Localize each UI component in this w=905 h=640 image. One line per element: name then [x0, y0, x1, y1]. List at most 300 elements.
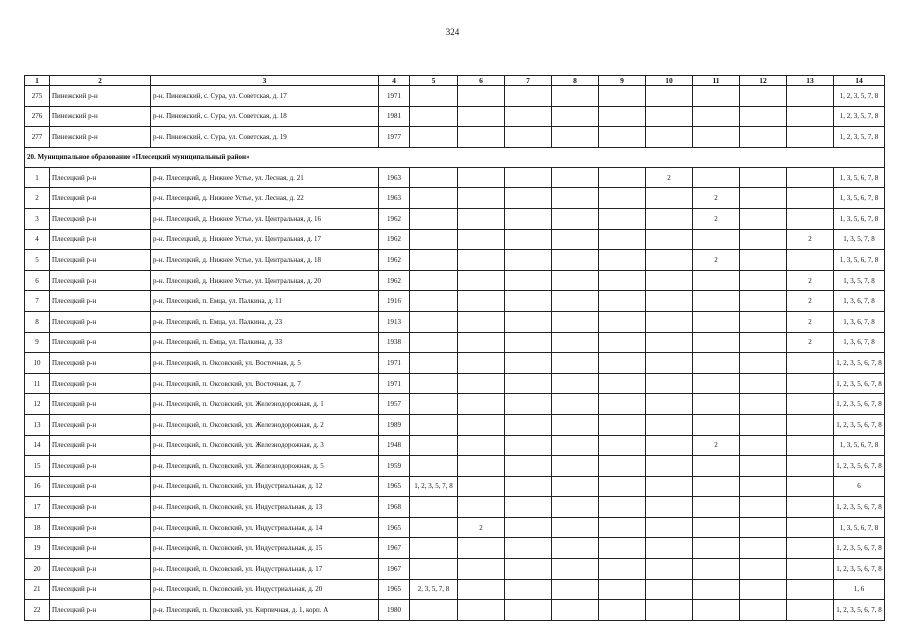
address-cell: р-н. Пинежский, с. Сура, ул. Советская, д. 17 — [151, 86, 379, 107]
col9-cell — [599, 291, 646, 312]
col7-cell — [505, 167, 552, 188]
column-header-13: 13 — [787, 76, 834, 86]
col5-cell — [410, 559, 458, 580]
col9-cell — [599, 332, 646, 353]
col5-cell — [410, 229, 458, 250]
col12-cell — [740, 208, 787, 229]
col11-cell — [693, 229, 740, 250]
table-header — [25, 76, 885, 86]
district-cell: Плесецкий р-н — [50, 579, 151, 600]
address-cell: р-н. Плесецкий, п. Оксовский, ул. Железнодорожная, д. 3 — [151, 435, 379, 456]
col13-cell — [787, 86, 834, 107]
col8-cell — [552, 456, 599, 477]
col13-cell — [787, 579, 834, 600]
col14-cell: 1, 2, 3, 5, 6, 7, 8 — [834, 456, 885, 477]
table-row — [25, 167, 885, 188]
col14-cell: 1, 3, 5, 6, 7, 8 — [834, 208, 885, 229]
col5-cell — [410, 86, 458, 107]
col9-cell — [599, 435, 646, 456]
col9-cell — [599, 229, 646, 250]
table-row — [25, 456, 885, 477]
column-header-10: 10 — [646, 76, 693, 86]
address-cell: р-н. Плесецкий, д. Нижнее Устье, ул. Центральная, д. 18 — [151, 250, 379, 271]
row-number: 9 — [25, 332, 50, 353]
col12-cell — [740, 291, 787, 312]
col7-cell — [505, 208, 552, 229]
col7-cell — [505, 229, 552, 250]
col7-cell — [505, 559, 552, 580]
col12-cell — [740, 167, 787, 188]
col13-cell — [787, 435, 834, 456]
col10-cell — [646, 188, 693, 209]
col13-cell — [787, 600, 834, 621]
district-cell: Плесецкий р-н — [50, 497, 151, 518]
col11-cell — [693, 167, 740, 188]
col8-cell — [552, 579, 599, 600]
col8-cell — [552, 311, 599, 332]
address-cell: р-н. Плесецкий, п. Оксовский, ул. Железнодорожная, д. 2 — [151, 414, 379, 435]
col7-cell — [505, 435, 552, 456]
table-row — [25, 497, 885, 518]
address-cell: р-н. Плесецкий, д. Нижнее Устье, ул. Центральная, д. 17 — [151, 229, 379, 250]
col6-cell — [458, 291, 505, 312]
col12-cell — [740, 600, 787, 621]
col11-cell — [693, 270, 740, 291]
col13-cell — [787, 250, 834, 271]
col9-cell — [599, 188, 646, 209]
address-cell: р-н. Плесецкий, д. Нижнее Устье, ул. Центральная, д. 20 — [151, 270, 379, 291]
section-title: 20. Муниципальное образование «Плесецкий муниципальный район» — [25, 147, 885, 167]
district-cell: Пинежский р-н — [50, 127, 151, 148]
table-row — [25, 311, 885, 332]
col8-cell — [552, 559, 599, 580]
col9-cell — [599, 86, 646, 107]
district-cell: Плесецкий р-н — [50, 538, 151, 559]
col5-cell: 2, 3, 5, 7, 8 — [410, 579, 458, 600]
address-cell: р-н. Плесецкий, п. Оксовский, ул. Индустриальная, д. 13 — [151, 497, 379, 518]
col12-cell — [740, 311, 787, 332]
row-number: 17 — [25, 497, 50, 518]
col13-cell — [787, 476, 834, 497]
col10-cell — [646, 311, 693, 332]
table-row — [25, 353, 885, 374]
row-number: 11 — [25, 373, 50, 394]
housing-registry-table — [24, 75, 885, 621]
table-row — [25, 435, 885, 456]
col13-cell — [787, 208, 834, 229]
col14-cell: 1, 3, 5, 6, 7, 8 — [834, 517, 885, 538]
district-cell: Плесецкий р-н — [50, 208, 151, 229]
col7-cell — [505, 538, 552, 559]
col5-cell — [410, 270, 458, 291]
col5-cell — [410, 353, 458, 374]
col12-cell — [740, 188, 787, 209]
district-cell: Плесецкий р-н — [50, 353, 151, 374]
table-row — [25, 106, 885, 127]
col6-cell — [458, 600, 505, 621]
col14-cell: 1, 3, 6, 7, 8 — [834, 291, 885, 312]
col11-cell — [693, 291, 740, 312]
col13-cell — [787, 456, 834, 477]
col14-cell: 1, 3, 6, 7, 8 — [834, 311, 885, 332]
column-header-3: 3 — [151, 76, 379, 86]
col6-cell — [458, 394, 505, 415]
col10-cell — [646, 559, 693, 580]
col9-cell — [599, 373, 646, 394]
col6-cell — [458, 476, 505, 497]
col7-cell — [505, 127, 552, 148]
col7-cell — [505, 517, 552, 538]
row-number: 20 — [25, 559, 50, 580]
col9-cell — [599, 208, 646, 229]
col5-cell — [410, 414, 458, 435]
year-cell: 1963 — [379, 188, 410, 209]
col12-cell — [740, 497, 787, 518]
address-cell: р-н. Плесецкий, п. Оксовский, ул. Восточная, д. 7 — [151, 373, 379, 394]
col12-cell — [740, 394, 787, 415]
col7-cell — [505, 188, 552, 209]
col12-cell — [740, 332, 787, 353]
district-cell: Пинежский р-н — [50, 86, 151, 107]
col11-cell — [693, 311, 740, 332]
col12-cell — [740, 435, 787, 456]
col14-cell: 6 — [834, 476, 885, 497]
col8-cell — [552, 250, 599, 271]
district-cell: Плесецкий р-н — [50, 559, 151, 580]
year-cell: 1980 — [379, 600, 410, 621]
district-cell: Плесецкий р-н — [50, 291, 151, 312]
col8-cell — [552, 517, 599, 538]
col9-cell — [599, 311, 646, 332]
col7-cell — [505, 497, 552, 518]
col10-cell — [646, 86, 693, 107]
column-header-8: 8 — [552, 76, 599, 86]
district-cell: Плесецкий р-н — [50, 414, 151, 435]
col9-cell — [599, 600, 646, 621]
row-number: 1 — [25, 167, 50, 188]
col13-cell — [787, 497, 834, 518]
col7-cell — [505, 270, 552, 291]
district-cell: Плесецкий р-н — [50, 188, 151, 209]
col13-cell: 2 — [787, 332, 834, 353]
col13-cell — [787, 414, 834, 435]
col14-cell: 1, 2, 3, 5, 6, 7, 8 — [834, 373, 885, 394]
col9-cell — [599, 579, 646, 600]
col6-cell: 2 — [458, 517, 505, 538]
col10-cell — [646, 291, 693, 312]
col6-cell — [458, 538, 505, 559]
col6-cell — [458, 435, 505, 456]
col6-cell — [458, 559, 505, 580]
col10-cell — [646, 394, 693, 415]
col9-cell — [599, 476, 646, 497]
col11-cell: 2 — [693, 435, 740, 456]
col5-cell — [410, 188, 458, 209]
col13-cell: 2 — [787, 229, 834, 250]
col14-cell: 1, 3, 5, 7, 8 — [834, 270, 885, 291]
address-cell: р-н. Плесецкий, п. Оксовский, ул. Восточная, д. 5 — [151, 353, 379, 374]
col6-cell — [458, 353, 505, 374]
col14-cell: 1, 2, 3, 5, 7, 8 — [834, 106, 885, 127]
year-cell: 1962 — [379, 208, 410, 229]
column-header-6: 6 — [458, 76, 505, 86]
year-cell: 1971 — [379, 353, 410, 374]
col10-cell — [646, 208, 693, 229]
col10-cell — [646, 106, 693, 127]
row-number: 15 — [25, 456, 50, 477]
col7-cell — [505, 476, 552, 497]
col8-cell — [552, 353, 599, 374]
col6-cell — [458, 579, 505, 600]
col13-cell — [787, 538, 834, 559]
district-cell: Плесецкий р-н — [50, 394, 151, 415]
table-row — [25, 208, 885, 229]
col8-cell — [552, 167, 599, 188]
year-cell: 1962 — [379, 250, 410, 271]
col5-cell — [410, 311, 458, 332]
year-cell: 1959 — [379, 456, 410, 477]
col5-cell — [410, 435, 458, 456]
col14-cell: 1, 2, 3, 5, 6, 7, 8 — [834, 600, 885, 621]
col7-cell — [505, 250, 552, 271]
col10-cell — [646, 270, 693, 291]
col9-cell — [599, 538, 646, 559]
col5-cell — [410, 517, 458, 538]
row-number: 2 — [25, 188, 50, 209]
col8-cell — [552, 497, 599, 518]
district-cell: Плесецкий р-н — [50, 229, 151, 250]
table-row — [25, 600, 885, 621]
col7-cell — [505, 332, 552, 353]
address-cell: р-н. Плесецкий, п. Оксовский, ул. Индустриальная, д. 20 — [151, 579, 379, 600]
col9-cell — [599, 353, 646, 374]
col11-cell: 2 — [693, 188, 740, 209]
col6-cell — [458, 106, 505, 127]
col5-cell: 1, 2, 3, 5, 7, 8 — [410, 476, 458, 497]
col7-cell — [505, 106, 552, 127]
table-row — [25, 332, 885, 353]
col5-cell — [410, 373, 458, 394]
col13-cell — [787, 373, 834, 394]
col8-cell — [552, 106, 599, 127]
col6-cell — [458, 167, 505, 188]
year-cell: 1965 — [379, 579, 410, 600]
district-cell: Плесецкий р-н — [50, 373, 151, 394]
col5-cell — [410, 127, 458, 148]
col8-cell — [552, 188, 599, 209]
address-cell: р-н. Плесецкий, п. Емца, ул. Палкина, д. 23 — [151, 311, 379, 332]
address-cell: р-н. Плесецкий, д. Нижнее Устье, ул. Лесная, д. 22 — [151, 188, 379, 209]
address-cell: р-н. Плесецкий, п. Оксовский, ул. Кирпичная, д. 1, корп. А — [151, 600, 379, 621]
col14-cell: 1, 2, 3, 5, 7, 8 — [834, 127, 885, 148]
column-header-5: 5 — [410, 76, 458, 86]
col12-cell — [740, 127, 787, 148]
col9-cell — [599, 270, 646, 291]
col9-cell — [599, 106, 646, 127]
col8-cell — [552, 373, 599, 394]
table-row — [25, 394, 885, 415]
table-row — [25, 538, 885, 559]
address-cell: р-н. Пинежский, с. Сура, ул. Советская, д. 19 — [151, 127, 379, 148]
col13-cell: 2 — [787, 291, 834, 312]
col10-cell: 2 — [646, 167, 693, 188]
year-cell: 1971 — [379, 86, 410, 107]
col8-cell — [552, 229, 599, 250]
col8-cell — [552, 208, 599, 229]
col11-cell — [693, 353, 740, 374]
row-number: 22 — [25, 600, 50, 621]
column-header-11: 11 — [693, 76, 740, 86]
col13-cell — [787, 188, 834, 209]
table-row — [25, 414, 885, 435]
col6-cell — [458, 208, 505, 229]
column-header-14: 14 — [834, 76, 885, 86]
row-number: 8 — [25, 311, 50, 332]
district-cell: Плесецкий р-н — [50, 456, 151, 477]
col9-cell — [599, 167, 646, 188]
col9-cell — [599, 394, 646, 415]
table-row — [25, 127, 885, 148]
year-cell: 1916 — [379, 291, 410, 312]
col5-cell — [410, 291, 458, 312]
col5-cell — [410, 332, 458, 353]
col11-cell: 2 — [693, 250, 740, 271]
col8-cell — [552, 414, 599, 435]
col9-cell — [599, 497, 646, 518]
table-row — [25, 559, 885, 580]
col10-cell — [646, 414, 693, 435]
col14-cell: 1, 2, 3, 5, 6, 7, 8 — [834, 394, 885, 415]
col14-cell: 1, 3, 5, 7, 8 — [834, 229, 885, 250]
column-header-2: 2 — [50, 76, 151, 86]
col10-cell — [646, 579, 693, 600]
col6-cell — [458, 229, 505, 250]
col11-cell — [693, 394, 740, 415]
col13-cell — [787, 559, 834, 580]
table-row — [25, 291, 885, 312]
col9-cell — [599, 250, 646, 271]
col12-cell — [740, 517, 787, 538]
col10-cell — [646, 229, 693, 250]
table-row — [25, 229, 885, 250]
col12-cell — [740, 353, 787, 374]
col12-cell — [740, 229, 787, 250]
row-number: 21 — [25, 579, 50, 600]
col10-cell — [646, 456, 693, 477]
row-number: 16 — [25, 476, 50, 497]
col13-cell — [787, 517, 834, 538]
row-number: 275 — [25, 86, 50, 107]
col11-cell — [693, 106, 740, 127]
col9-cell — [599, 456, 646, 477]
address-cell: р-н. Плесецкий, д. Нижнее Устье, ул. Лесная, д. 21 — [151, 167, 379, 188]
year-cell: 1977 — [379, 127, 410, 148]
row-number: 4 — [25, 229, 50, 250]
table-body — [25, 86, 885, 621]
year-cell: 1965 — [379, 517, 410, 538]
col11-cell: 2 — [693, 208, 740, 229]
row-number: 12 — [25, 394, 50, 415]
col5-cell — [410, 456, 458, 477]
table-row — [25, 270, 885, 291]
row-number: 6 — [25, 270, 50, 291]
col12-cell — [740, 476, 787, 497]
col11-cell — [693, 497, 740, 518]
col10-cell — [646, 250, 693, 271]
col10-cell — [646, 538, 693, 559]
col6-cell — [458, 188, 505, 209]
col11-cell — [693, 579, 740, 600]
address-cell: р-н. Плесецкий, п. Емца, ул. Палкина, д. 11 — [151, 291, 379, 312]
row-number: 3 — [25, 208, 50, 229]
district-cell: Плесецкий р-н — [50, 332, 151, 353]
col10-cell — [646, 517, 693, 538]
year-cell: 1913 — [379, 311, 410, 332]
row-number: 7 — [25, 291, 50, 312]
col12-cell — [740, 414, 787, 435]
district-cell: Плесецкий р-н — [50, 167, 151, 188]
row-number: 10 — [25, 353, 50, 374]
col12-cell — [740, 559, 787, 580]
col5-cell — [410, 167, 458, 188]
col6-cell — [458, 332, 505, 353]
district-cell: Плесецкий р-н — [50, 250, 151, 271]
col7-cell — [505, 86, 552, 107]
col8-cell — [552, 600, 599, 621]
year-cell: 1967 — [379, 538, 410, 559]
col11-cell — [693, 86, 740, 107]
col11-cell — [693, 559, 740, 580]
col10-cell — [646, 600, 693, 621]
address-cell: р-н. Плесецкий, п. Оксовский, ул. Индустриальная, д. 12 — [151, 476, 379, 497]
table-row — [25, 250, 885, 271]
col10-cell — [646, 373, 693, 394]
col6-cell — [458, 127, 505, 148]
col14-cell: 1, 6 — [834, 579, 885, 600]
district-cell: Плесецкий р-н — [50, 435, 151, 456]
col7-cell — [505, 600, 552, 621]
col12-cell — [740, 86, 787, 107]
col7-cell — [505, 311, 552, 332]
col11-cell — [693, 127, 740, 148]
col14-cell: 1, 2, 3, 5, 6, 7, 8 — [834, 559, 885, 580]
col6-cell — [458, 311, 505, 332]
col8-cell — [552, 270, 599, 291]
col14-cell: 1, 3, 5, 6, 7, 8 — [834, 188, 885, 209]
row-number: 276 — [25, 106, 50, 127]
district-cell: Плесецкий р-н — [50, 600, 151, 621]
col14-cell: 1, 2, 3, 5, 6, 7, 8 — [834, 538, 885, 559]
col10-cell — [646, 435, 693, 456]
col10-cell — [646, 476, 693, 497]
col6-cell — [458, 414, 505, 435]
col11-cell — [693, 414, 740, 435]
col5-cell — [410, 250, 458, 271]
year-cell: 1967 — [379, 559, 410, 580]
col7-cell — [505, 414, 552, 435]
row-number: 14 — [25, 435, 50, 456]
col14-cell: 1, 2, 3, 5, 6, 7, 8 — [834, 414, 885, 435]
col10-cell — [646, 497, 693, 518]
table-row — [25, 188, 885, 209]
row-number: 18 — [25, 517, 50, 538]
column-numbers-row — [25, 76, 885, 86]
col12-cell — [740, 250, 787, 271]
col13-cell — [787, 353, 834, 374]
address-cell: р-н. Плесецкий, п. Оксовский, ул. Железнодорожная, д. 5 — [151, 456, 379, 477]
row-number: 13 — [25, 414, 50, 435]
address-cell: р-н. Плесецкий, п. Оксовский, ул. Индустриальная, д. 14 — [151, 517, 379, 538]
